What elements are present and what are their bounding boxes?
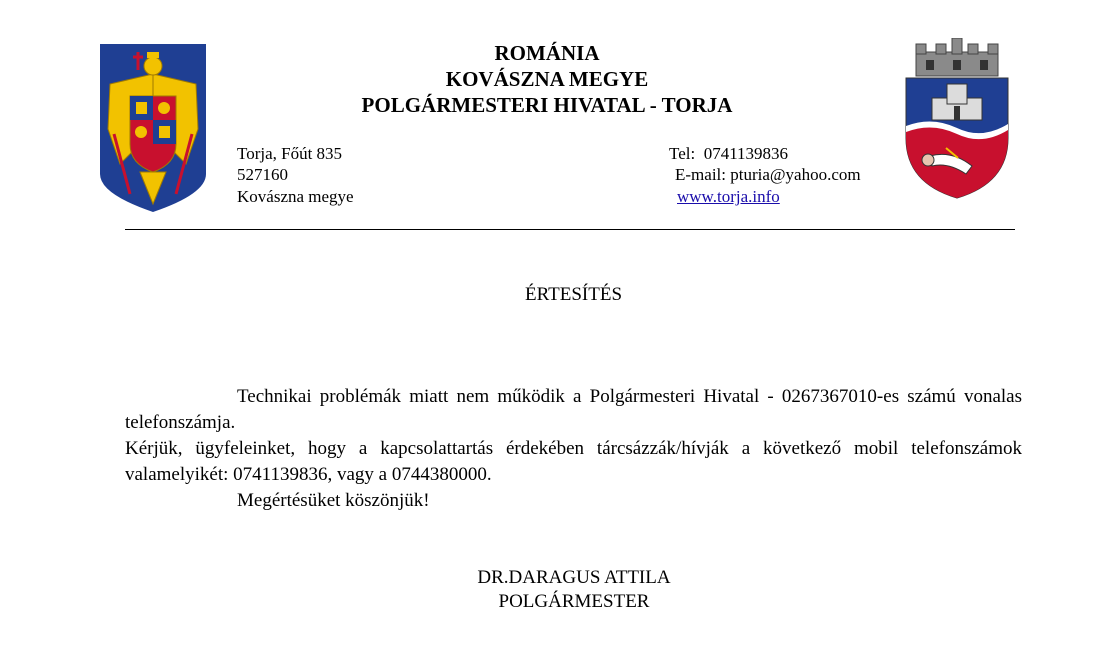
- contact-email: E-mail: pturia@yahoo.com: [675, 165, 861, 184]
- header-county: KOVÁSZNA MEGYE: [445, 67, 649, 91]
- notice-paragraph-3: Megértésüket köszönjük!: [237, 490, 430, 511]
- signature-title: POLGÁRMESTER: [498, 591, 650, 612]
- address-county: Kovászna megye: [237, 187, 354, 206]
- notice-paragraph-2: Kérjük, ügyfeleinket, hogy a kapcsolattartás érdekében tárcsázzák/hívják a következő mobil telefonszámok valamelyikét: 0741139836, vagy a 0744380000.: [125, 438, 1022, 485]
- website-link[interactable]: www.torja.info: [677, 187, 780, 206]
- signature-name: DR.DARAGUS ATTILA: [477, 567, 671, 588]
- header-country: ROMÁNIA: [494, 41, 600, 65]
- address-street: Torja, Főút 835: [237, 144, 343, 163]
- header-office: POLGÁRMESTERI HIVATAL - TORJA: [361, 93, 733, 117]
- contact-phone: Tel: 0741139836: [669, 144, 789, 163]
- notice-body: [125, 384, 1022, 514]
- address-postal-code: 527160: [237, 165, 288, 184]
- notice-paragraph-1: Technikai problémák miatt nem működik a Polgármesteri Hivatal - 0267367010-es számú vonalas telefonszámja.: [125, 386, 1022, 433]
- notice-title: ÉRTESÍTÉS: [524, 284, 623, 305]
- header-divider: [125, 229, 1015, 230]
